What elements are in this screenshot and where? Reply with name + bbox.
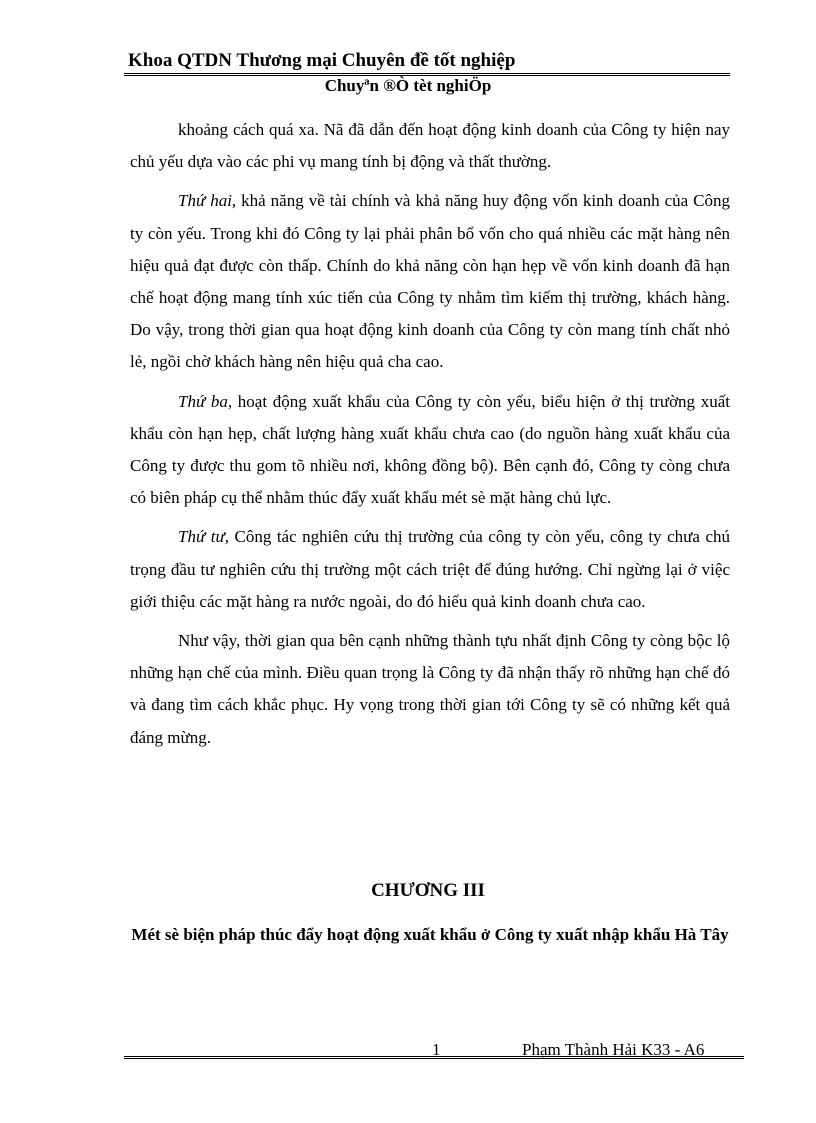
paragraph-4 bbox=[130, 521, 730, 618]
body-text bbox=[130, 114, 730, 761]
paragraph-1: khoảng cách quá xa. Nã đã dẫn đến hoạt động kinh doanh của Công ty hiện nay chủ yếu dựa vào các phi vụ mang tính bị động và thất thường. bbox=[130, 120, 730, 172]
paragraph-3-lead: Thứ ba, bbox=[178, 391, 233, 411]
paragraph-4-lead: Thứ tư, bbox=[178, 527, 229, 547]
paragraph-4-text: Công tác nghiên cứu thị trường của công ty còn yếu, công ty chưa chú trọng đầu tư nghiên cứu thị trường một cách triệt để đúng hướng. Chỉ ngừng lại ở việc giới thiệu các mặt hàng ra nước ngoài, do đó hiểu quả kinh doanh chưa cao. bbox=[130, 527, 730, 611]
footer-rule bbox=[124, 1056, 744, 1059]
chapter-heading: CHƯƠNG III bbox=[371, 880, 485, 901]
paragraph-5: Như vậy, thời gian qua bên cạnh những thành tựu nhất định Công ty còng bộc lộ những hạn chế của mình. Điều quan trọng là Công ty đã nhận thấy rõ những hạn chế đó và đang tìm cách khắc phục. Hy vọng trong thời gian tới Công ty sẽ có những kết quả đáng mừng. bbox=[130, 631, 730, 747]
paragraph-3-text: hoạt động xuất khẩu của Công ty còn yếu, biểu hiện ở thị trường xuất khẩu còn hạn hẹp, chất lượng hàng xuất khẩu chưa cao (do nguồn hàng xuất khẩu của Công ty được thu gom tõ nhiều nơi, không đồng bộ). Bên cạnh đó, Công ty còng chưa có biên pháp cụ thể nhằm thúc đẩy xuất khẩu mét sè mặt hàng chủ lực. bbox=[130, 391, 730, 508]
footer-author: Phạm Thành Hải K33 - A6 bbox=[522, 1040, 705, 1059]
header-subtitle: Chuyªn ®Ò tèt nghiÖp bbox=[324, 76, 492, 95]
page-number: 1 bbox=[432, 1040, 441, 1059]
paragraph-2-text: khả năng về tài chính và khả năng huy động vốn kinh doanh của Công ty còn yếu. Trong khi đó Công ty lại phải phân bổ vốn cho quá nhiều các mặt hàng nên hiệu quả đạt được còn thấp. Chính do khả năng còn hạn hẹp về vốn kinh doanh đã hạn chế hoạt động mang tính xúc tiến của Công ty nhằm tìm kiếm thị trường, khách hàng. Do vậy, trong thời gian qua hoạt động kinh doanh của Công ty còn mang tính chất nhỏ lẻ, ngồi chờ khách hàng nên hiệu quả cha cao. bbox=[130, 191, 731, 372]
header-title: Khoa QTDN Thương mại Chuyên đề tốt nghiệp bbox=[128, 50, 516, 71]
chapter-title: Mét sè biện pháp thúc đẩy hoạt động xuất khẩu ở Công ty xuất nhập khẩu Hà Tây bbox=[131, 925, 729, 944]
paragraph-2 bbox=[130, 185, 730, 378]
paragraph-3 bbox=[130, 386, 730, 515]
paragraph-2-lead: Thứ hai, bbox=[178, 191, 237, 211]
